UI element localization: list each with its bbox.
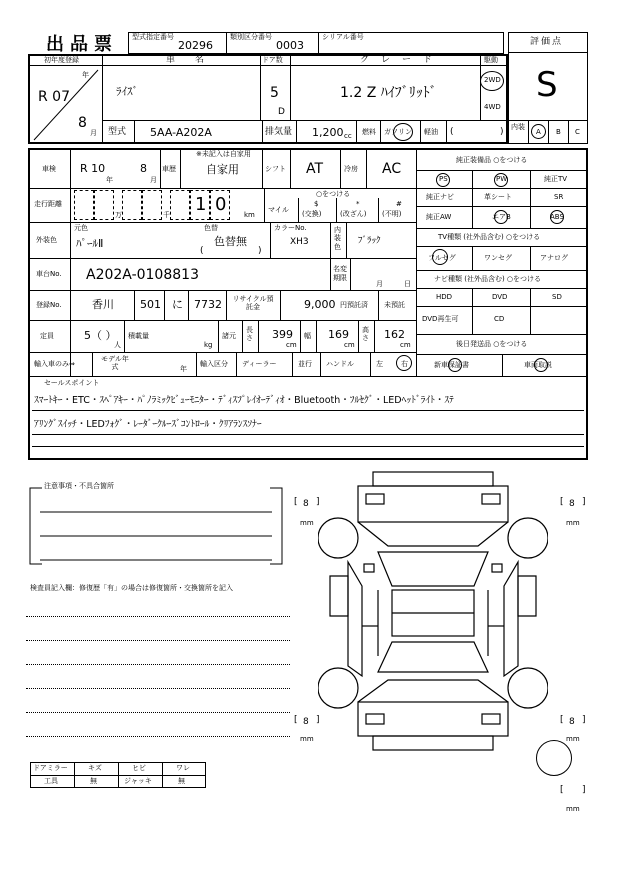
- mileage-digit: [170, 190, 190, 220]
- tv-fullseg: フルセグ: [428, 254, 456, 262]
- shift-value: AT: [306, 161, 324, 177]
- tv-title: TV種類 (社外品含む) ○をつける: [438, 233, 541, 241]
- mileage-digit-value: 0: [215, 194, 227, 215]
- legend-tools-value: 無: [90, 777, 97, 785]
- later-title: 後日発送品 ○をつける: [456, 340, 528, 348]
- color-change-value: 色替無: [214, 235, 247, 248]
- width-value: 169: [328, 328, 349, 341]
- model-value: 5AA-A202A: [150, 126, 212, 139]
- capacity-value: 5（ ）: [84, 329, 117, 342]
- fuel-diesel: 軽油: [424, 128, 438, 136]
- color-change-label: 色替: [204, 224, 218, 232]
- interior-b: B: [556, 128, 561, 136]
- import-type-label: 輸入区分: [200, 360, 228, 368]
- reg-pref: 香川: [92, 298, 114, 311]
- height-unit: cm: [400, 341, 411, 349]
- car-diagram: [318, 466, 548, 766]
- navi-sd: SD: [552, 293, 562, 301]
- score-value: S: [536, 65, 558, 105]
- sen-unit: 千: [163, 211, 170, 219]
- first-reg-year: R 07: [38, 89, 70, 105]
- recycle-unpaid: 未預託: [384, 301, 405, 309]
- category-value: 0003: [276, 39, 304, 52]
- serial-label: シリアル番号: [322, 33, 364, 41]
- interior-c: C: [575, 128, 580, 136]
- navi-title: ナビ種類 (社外品含む) ○をつける: [434, 275, 542, 283]
- model-cert-label: 型式指定番号: [132, 33, 174, 41]
- tire-spare-bracket: [: [560, 785, 564, 795]
- equip-abs: ABS: [550, 213, 564, 221]
- name-change-label: 名変期限: [333, 265, 347, 283]
- tire-fr-bracket: [: [560, 497, 564, 507]
- category-label: 類別区分番号: [230, 33, 272, 41]
- reg-class: 501: [140, 298, 161, 311]
- color-no-label: カラーNo.: [274, 224, 307, 232]
- inspection-month-unit: 月: [150, 176, 157, 184]
- ac-value: AC: [382, 161, 402, 177]
- navi-cd: CD: [494, 315, 505, 323]
- model-year-unit: 年: [180, 365, 187, 373]
- genuine-title: 純正装備品 ○をつける: [456, 156, 528, 164]
- sales-points-label: セールスポイント: [44, 379, 100, 387]
- displacement-value: 1,200: [312, 126, 344, 139]
- dealer-label: ディーラー: [242, 360, 277, 368]
- history-label: 車歴: [162, 165, 176, 173]
- tire-fr-bracket-close: ]: [582, 497, 586, 507]
- caution-bracket: [26, 484, 286, 568]
- tire-rl-bracket: [: [294, 715, 298, 725]
- equipment-panel: [416, 148, 588, 376]
- displacement-label: 排気量: [265, 127, 293, 137]
- reg-number: 7732: [194, 298, 222, 311]
- mile-label: マイル: [268, 206, 289, 214]
- tire-fl-unit: mm: [300, 519, 314, 527]
- first-reg-label: 初年度登録: [44, 56, 79, 64]
- sales-points-line1: ｽﾏｰﾄｷｰ・ETC・ｽﾍﾟｱｷｰ・ﾊﾟﾉﾗﾐｯｸﾋﾞｭｰﾓﾆﾀｰ・ﾃﾞｨｽﾌﾟﾚｲｵｰﾃﾞｨｵ・Bluetooth・ﾌﾙｾｸﾞ・LEDﾍｯﾄﾞﾗｲﾄ・ｽﾃ: [34, 395, 454, 406]
- capacity-unit: 人: [114, 341, 121, 349]
- left-label: 左: [376, 360, 383, 368]
- tire-rl-bracket-close: ]: [316, 715, 320, 725]
- load-label: 積載量: [128, 332, 149, 340]
- first-reg-month-unit: 月: [90, 129, 97, 137]
- width-unit: cm: [344, 341, 355, 349]
- color-paren-open: (: [200, 246, 204, 256]
- handle-label: ハンドル: [326, 360, 354, 368]
- interior-label: 内装: [511, 123, 525, 131]
- dim-label: 諸元: [222, 332, 236, 340]
- mileage-digit: [122, 190, 142, 220]
- tire-fr-unit: mm: [566, 519, 580, 527]
- parallel-label: 並行: [298, 360, 312, 368]
- unknown-symbol: #: [396, 200, 402, 208]
- modified-symbol: *: [356, 200, 360, 208]
- mileage-digit: [74, 190, 94, 220]
- fuel-label: 燃料: [362, 128, 376, 136]
- mileage-label: 走行距離: [34, 200, 62, 208]
- fuel-gasoline: ガソリン: [384, 128, 412, 136]
- form-title: 出品票: [46, 34, 118, 55]
- score-label: 評価点: [530, 37, 564, 47]
- equip-ps: PS: [439, 175, 448, 183]
- recycle-value: 9,000: [304, 298, 336, 311]
- interior-color-value: ﾌﾞﾗｯｸ: [358, 236, 381, 246]
- tire-rr-bracket-close: ]: [582, 715, 586, 725]
- circle-note: ○をつける: [316, 190, 351, 198]
- tire-spare-unit: mm: [566, 805, 580, 813]
- reg-no-label: 登録No.: [36, 301, 62, 309]
- navi-dvd-play: DVD再生可: [422, 315, 459, 323]
- first-reg-month: 8: [78, 115, 87, 131]
- modified-label: (改ざん): [340, 210, 367, 218]
- tire-rr-unit: mm: [566, 735, 580, 743]
- mileage-digits: [74, 190, 264, 220]
- length-label: 長さ: [246, 326, 253, 343]
- load-unit: kg: [204, 341, 213, 349]
- exchange-label: (交換): [302, 210, 322, 218]
- tire-fr-value: 8: [569, 499, 575, 509]
- tire-fl-bracket: [: [294, 497, 298, 507]
- legend-jack-value: 無: [178, 777, 185, 785]
- chassis-label: 車台No.: [36, 270, 62, 278]
- inspection-month: 8: [140, 162, 147, 175]
- navi-hdd: HDD: [436, 293, 453, 301]
- car-name-value: ﾗｲｽﾞ: [116, 85, 138, 98]
- recycle-status: 円預託済: [340, 301, 368, 309]
- capacity-label: 定員: [40, 332, 54, 340]
- tv-analog: アナログ: [540, 254, 568, 262]
- recycle-label: リサイクル預託金: [232, 295, 274, 312]
- original-color-value: ﾊﾟｰﾙⅡ: [76, 237, 104, 250]
- tire-rl-unit: mm: [300, 735, 314, 743]
- tv-oneseg: ワンセグ: [484, 254, 512, 262]
- length-unit: cm: [286, 341, 297, 349]
- ac-label: 冷房: [344, 165, 358, 173]
- original-color-label: 元色: [74, 224, 88, 232]
- equip-pw: PW: [496, 175, 508, 183]
- first-reg-year-unit: 年: [82, 71, 89, 79]
- grade-label: グレード: [360, 55, 445, 65]
- tire-rl-value: 8: [303, 717, 309, 727]
- interior-color-label: 内装色: [334, 226, 341, 251]
- color-label: 外装色: [36, 236, 57, 244]
- equip-sr: SR: [554, 193, 564, 201]
- mileage-digit: [142, 190, 162, 220]
- km-unit: km: [244, 211, 255, 219]
- fuel-bracket-close: ): [500, 127, 504, 137]
- caution-label: 注意事項・不具合箇所: [44, 482, 114, 490]
- car-name-label: 車名: [166, 55, 225, 65]
- name-change-month: 月: [376, 280, 383, 288]
- doors-value: 5: [270, 85, 279, 101]
- reg-kana: に: [172, 298, 183, 311]
- tire-rr-value: 8: [569, 717, 575, 727]
- doors-d: D: [278, 107, 285, 117]
- tire-fl-bracket-close: ]: [316, 497, 320, 507]
- unknown-label: (不明): [382, 210, 402, 218]
- navi-dvd: DVD: [492, 293, 508, 301]
- equip-navi: 純正ナビ: [426, 193, 454, 201]
- exchange-symbol: $: [314, 200, 319, 208]
- length-value: 399: [272, 328, 293, 341]
- later-manual: 車両取説: [524, 361, 552, 369]
- drive-label: 駆動: [484, 56, 498, 64]
- legend-header-crack: ヒビ: [132, 764, 146, 772]
- color-paren-close: ): [258, 246, 262, 256]
- legend-header-break: ワレ: [176, 764, 190, 772]
- history-note: ※未記入は自家用: [196, 150, 251, 158]
- legend-header-scratch: キズ: [88, 764, 102, 772]
- cc-unit: cc: [344, 132, 352, 140]
- chassis-value: A202A-0108813: [86, 267, 199, 283]
- equip-leather: 革シート: [484, 193, 512, 201]
- inspection-year-unit: 年: [106, 176, 113, 184]
- man-unit: 万: [115, 211, 122, 219]
- interior-a: A: [536, 128, 541, 136]
- height-value: 162: [384, 328, 405, 341]
- model-year-label: モデル年式: [101, 355, 129, 372]
- fuel-bracket-open: (: [450, 127, 454, 137]
- tire-fl-value: 8: [303, 499, 309, 509]
- model-label: 型式: [108, 127, 127, 137]
- mileage-digit: [94, 190, 114, 220]
- legend-tools: 工具: [44, 777, 58, 785]
- tire-spare-bracket-close: ]: [582, 785, 586, 795]
- inspector-label: 検査員記入欄：修復歴「有」の場合は修復箇所・交換箇所を記入: [30, 584, 233, 592]
- doors-label: ドア数: [262, 56, 283, 64]
- drive-4wd: 4WD: [484, 103, 501, 111]
- mileage-digit-value: 1: [195, 194, 207, 215]
- equip-aw: 純正AW: [426, 213, 452, 221]
- spare-tire: [536, 740, 572, 776]
- sales-points-line2: ｱﾘﾝｸﾞｽｲｯﾁ・LEDﾌｫｸﾞ・ﾚｰﾀﾞｰｸﾙｰｽﾞｺﾝﾄﾛｰﾙ・ｸﾘｱﾗﾝｽｿﾅｰ: [34, 419, 262, 430]
- history-value: 自家用: [206, 163, 239, 176]
- inspection-year: R 10: [80, 162, 106, 175]
- drive-2wd: 2WD: [484, 76, 501, 84]
- shift-label: シフト: [265, 165, 286, 173]
- grade-value: 1.2 Z ﾊｲﾌﾞﾘｯﾄﾞ: [340, 85, 437, 101]
- name-change-day: 日: [404, 280, 411, 288]
- equip-airbag: エアB: [492, 213, 511, 221]
- equip-tv: 純正TV: [544, 175, 568, 183]
- color-no-value: XH3: [290, 237, 309, 247]
- import-label: 輸入車のみ⇒: [34, 360, 75, 368]
- inspection-label: 車検: [42, 165, 56, 173]
- model-cert-value: 20296: [178, 39, 213, 52]
- later-warranty: 新車保証書: [434, 361, 469, 369]
- height-label: 高さ: [362, 326, 369, 343]
- width-label: 幅: [304, 332, 311, 340]
- legend-jack: ジャッキ: [124, 777, 152, 785]
- right-label: 右: [401, 360, 408, 368]
- tire-rr-bracket: [: [560, 715, 564, 725]
- legend-header-mirror: ドアミラー: [33, 764, 68, 772]
